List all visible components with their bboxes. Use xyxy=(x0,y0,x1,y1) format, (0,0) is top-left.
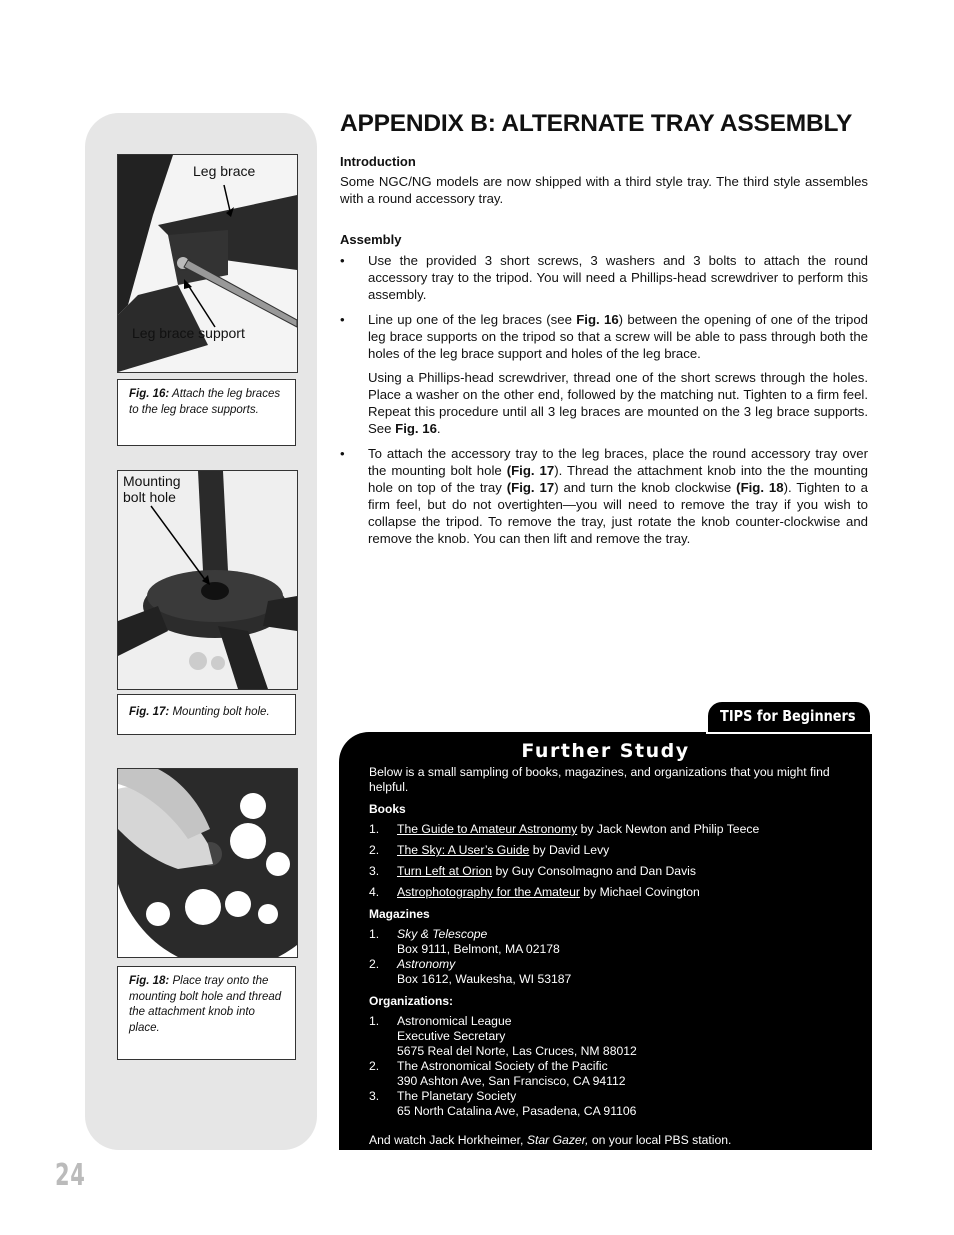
item-number: 2. xyxy=(369,1059,380,1073)
text-run: ). Thread the attachment knob into the the mounting hole on top of the tray xyxy=(368,463,868,495)
item-number: 1. xyxy=(369,927,380,941)
book-author: by David Levy xyxy=(529,843,610,857)
org-name: The Planetary Society xyxy=(397,1089,517,1103)
fig-ref: (Fig. 18 xyxy=(736,480,784,495)
org-line: 65 North Catalina Ave, Pasadena, CA 91106 xyxy=(397,1104,637,1118)
fig16-label-leg-brace-support: Leg brace support xyxy=(132,325,245,341)
org-line: 5675 Real del Norte, Las Cruces, NM 88012 xyxy=(397,1044,637,1058)
magazine-address: Box 1612, Waukesha, WI 53187 xyxy=(397,972,572,986)
text-run: on your local PBS station. xyxy=(588,1133,732,1147)
magazine-name: Sky & Telescope xyxy=(397,927,488,941)
fig17-label-line2: bolt hole xyxy=(123,489,176,505)
further-study-box xyxy=(339,732,872,1150)
assembly-heading: Assembly xyxy=(340,232,402,247)
item-number: 1. xyxy=(369,822,380,836)
fig17-photo xyxy=(117,470,298,690)
list-item xyxy=(369,822,854,837)
fig18-caption-ref: Fig. 18: xyxy=(129,975,170,987)
fig16-caption-text: Attach the leg braces to the leg brace supports. xyxy=(129,388,281,416)
book-title: The Guide to Amateur Astronomy xyxy=(397,822,578,836)
item-number: 3. xyxy=(369,1089,380,1103)
item-number: 2. xyxy=(369,843,380,857)
org-name: The Astronomical Society of the Pacific xyxy=(397,1059,608,1073)
fig-ref: (Fig. 17 xyxy=(506,480,555,495)
list-item xyxy=(369,843,854,858)
further-study-content xyxy=(369,765,854,1148)
book-title: Astrophotography for the Amateur xyxy=(397,885,580,899)
list-item xyxy=(369,1014,854,1059)
further-study-footer xyxy=(369,1133,854,1148)
fig16-photo xyxy=(117,154,298,373)
books-heading: Books xyxy=(369,802,406,816)
list-item xyxy=(369,885,854,900)
list-item xyxy=(369,957,854,987)
fig16-caption xyxy=(117,379,296,446)
fig-ref: Fig. 16 xyxy=(395,421,437,436)
assembly-step-2 xyxy=(368,311,868,362)
text-run: ). Tighten to a firm feel, but do not overtighten—you will need to remove the tray if you wish to collapse the tripod. To remove the tray, just rotate the knob counter-clockwise and remove the knob. You can then lift and remove the tray. xyxy=(368,480,868,546)
bullet: • xyxy=(340,253,345,268)
assembly-list xyxy=(340,252,868,547)
fig17-caption-ref: Fig. 17: xyxy=(129,706,170,718)
fig-ref: Fig. 16 xyxy=(576,312,619,327)
org-name: Astronomical League xyxy=(397,1014,512,1028)
text-run: To attach the accessory tray to the leg braces, place the round accessory tray over the mounting bolt hole xyxy=(368,446,868,478)
list-item xyxy=(369,1059,854,1089)
page-number: 24 xyxy=(55,1158,86,1193)
text-run: Using a Phillips-head screwdriver, thread one of the short screws through the holes. Place a washer on the other end, followed by the matching nut. Tighten to a firm feel. Repeat this procedure until all 3 leg braces are mounted on the 3 leg brace supports. See xyxy=(368,370,868,436)
magazines-heading: Magazines xyxy=(369,907,430,921)
fig-ref: (Fig. 17 xyxy=(506,463,555,478)
text-run: . xyxy=(436,421,441,436)
list-item xyxy=(369,927,854,957)
magazine-name: Astronomy xyxy=(397,957,456,971)
list-item xyxy=(340,252,868,303)
main-content xyxy=(340,153,868,555)
fig18-caption-text: Place tray onto the mounting bolt hole and thread the attachment knob into place. xyxy=(129,975,282,1034)
text-run: And watch Jack Horkheimer, xyxy=(369,1133,527,1147)
list-item xyxy=(369,1089,854,1119)
bullet: • xyxy=(340,312,345,327)
page-title: APPENDIX B: ALTERNATE TRAY ASSEMBLY xyxy=(340,110,853,137)
fig17-caption xyxy=(117,694,296,735)
item-number: 3. xyxy=(369,864,380,878)
fig18-caption xyxy=(117,966,296,1060)
list-item xyxy=(340,445,868,547)
show-name: Star Gazer, xyxy=(526,1133,589,1147)
organizations-heading: Organizations: xyxy=(369,994,454,1008)
intro-heading: Introduction xyxy=(340,154,416,169)
fig17-caption-text: Mounting bolt hole. xyxy=(172,706,270,718)
book-author: by Michael Covington xyxy=(579,885,700,899)
book-title: Turn Left at Orion xyxy=(397,864,493,878)
book-author: by Guy Consolmagno and Dan Davis xyxy=(492,864,696,878)
fig16-caption-ref: Fig. 16: xyxy=(129,388,170,400)
item-number: 2. xyxy=(369,957,380,971)
further-study-intro: Below is a small sampling of books, magazines, and organizations that you might find helpful. xyxy=(369,765,830,794)
magazine-address: Box 9111, Belmont, MA 02178 xyxy=(397,942,560,956)
item-number: 1. xyxy=(369,1014,380,1028)
list-item xyxy=(369,864,854,879)
text-run: ) between the opening of one of the tripod leg brace supports on the tripod so that a screw will be able to pass through both the holes of the leg brace support and holes of the leg brace. xyxy=(368,312,868,361)
assembly-step-3 xyxy=(368,445,868,547)
item-number: 4. xyxy=(369,885,380,899)
tips-for-beginners-tab xyxy=(706,700,872,734)
further-study-title: Further Study xyxy=(521,740,690,762)
list-item xyxy=(340,311,868,437)
bullet: • xyxy=(340,446,345,461)
assembly-step-1: Use the provided 3 short screws, 3 washers and 3 bolts to attach the round accessory tray to the tripod. You will need a Phillips-head screwdriver to perform this assembly. xyxy=(368,253,868,302)
tips-tab-label: TIPS for Beginners xyxy=(720,707,856,725)
fig17-label-line1: Mounting xyxy=(123,473,181,489)
assembly-step-2-detail xyxy=(368,369,868,437)
text-run: Line up one of the leg braces (see xyxy=(368,312,577,327)
book-title: The Sky: A User’s Guide xyxy=(397,843,530,857)
book-author: by Jack Newton and Philip Teece xyxy=(577,822,760,836)
fig18-photo xyxy=(117,768,298,958)
org-line: Executive Secretary xyxy=(397,1029,506,1043)
org-line: 390 Ashton Ave, San Francisco, CA 94112 xyxy=(397,1074,626,1088)
text-run: ) and turn the knob clockwise xyxy=(554,480,737,495)
intro-text: Some NGC/NG models are now shipped with a third style tray. The third style assembles with a round accessory tray. xyxy=(340,174,868,206)
fig16-label-leg-brace: Leg brace xyxy=(193,163,256,179)
